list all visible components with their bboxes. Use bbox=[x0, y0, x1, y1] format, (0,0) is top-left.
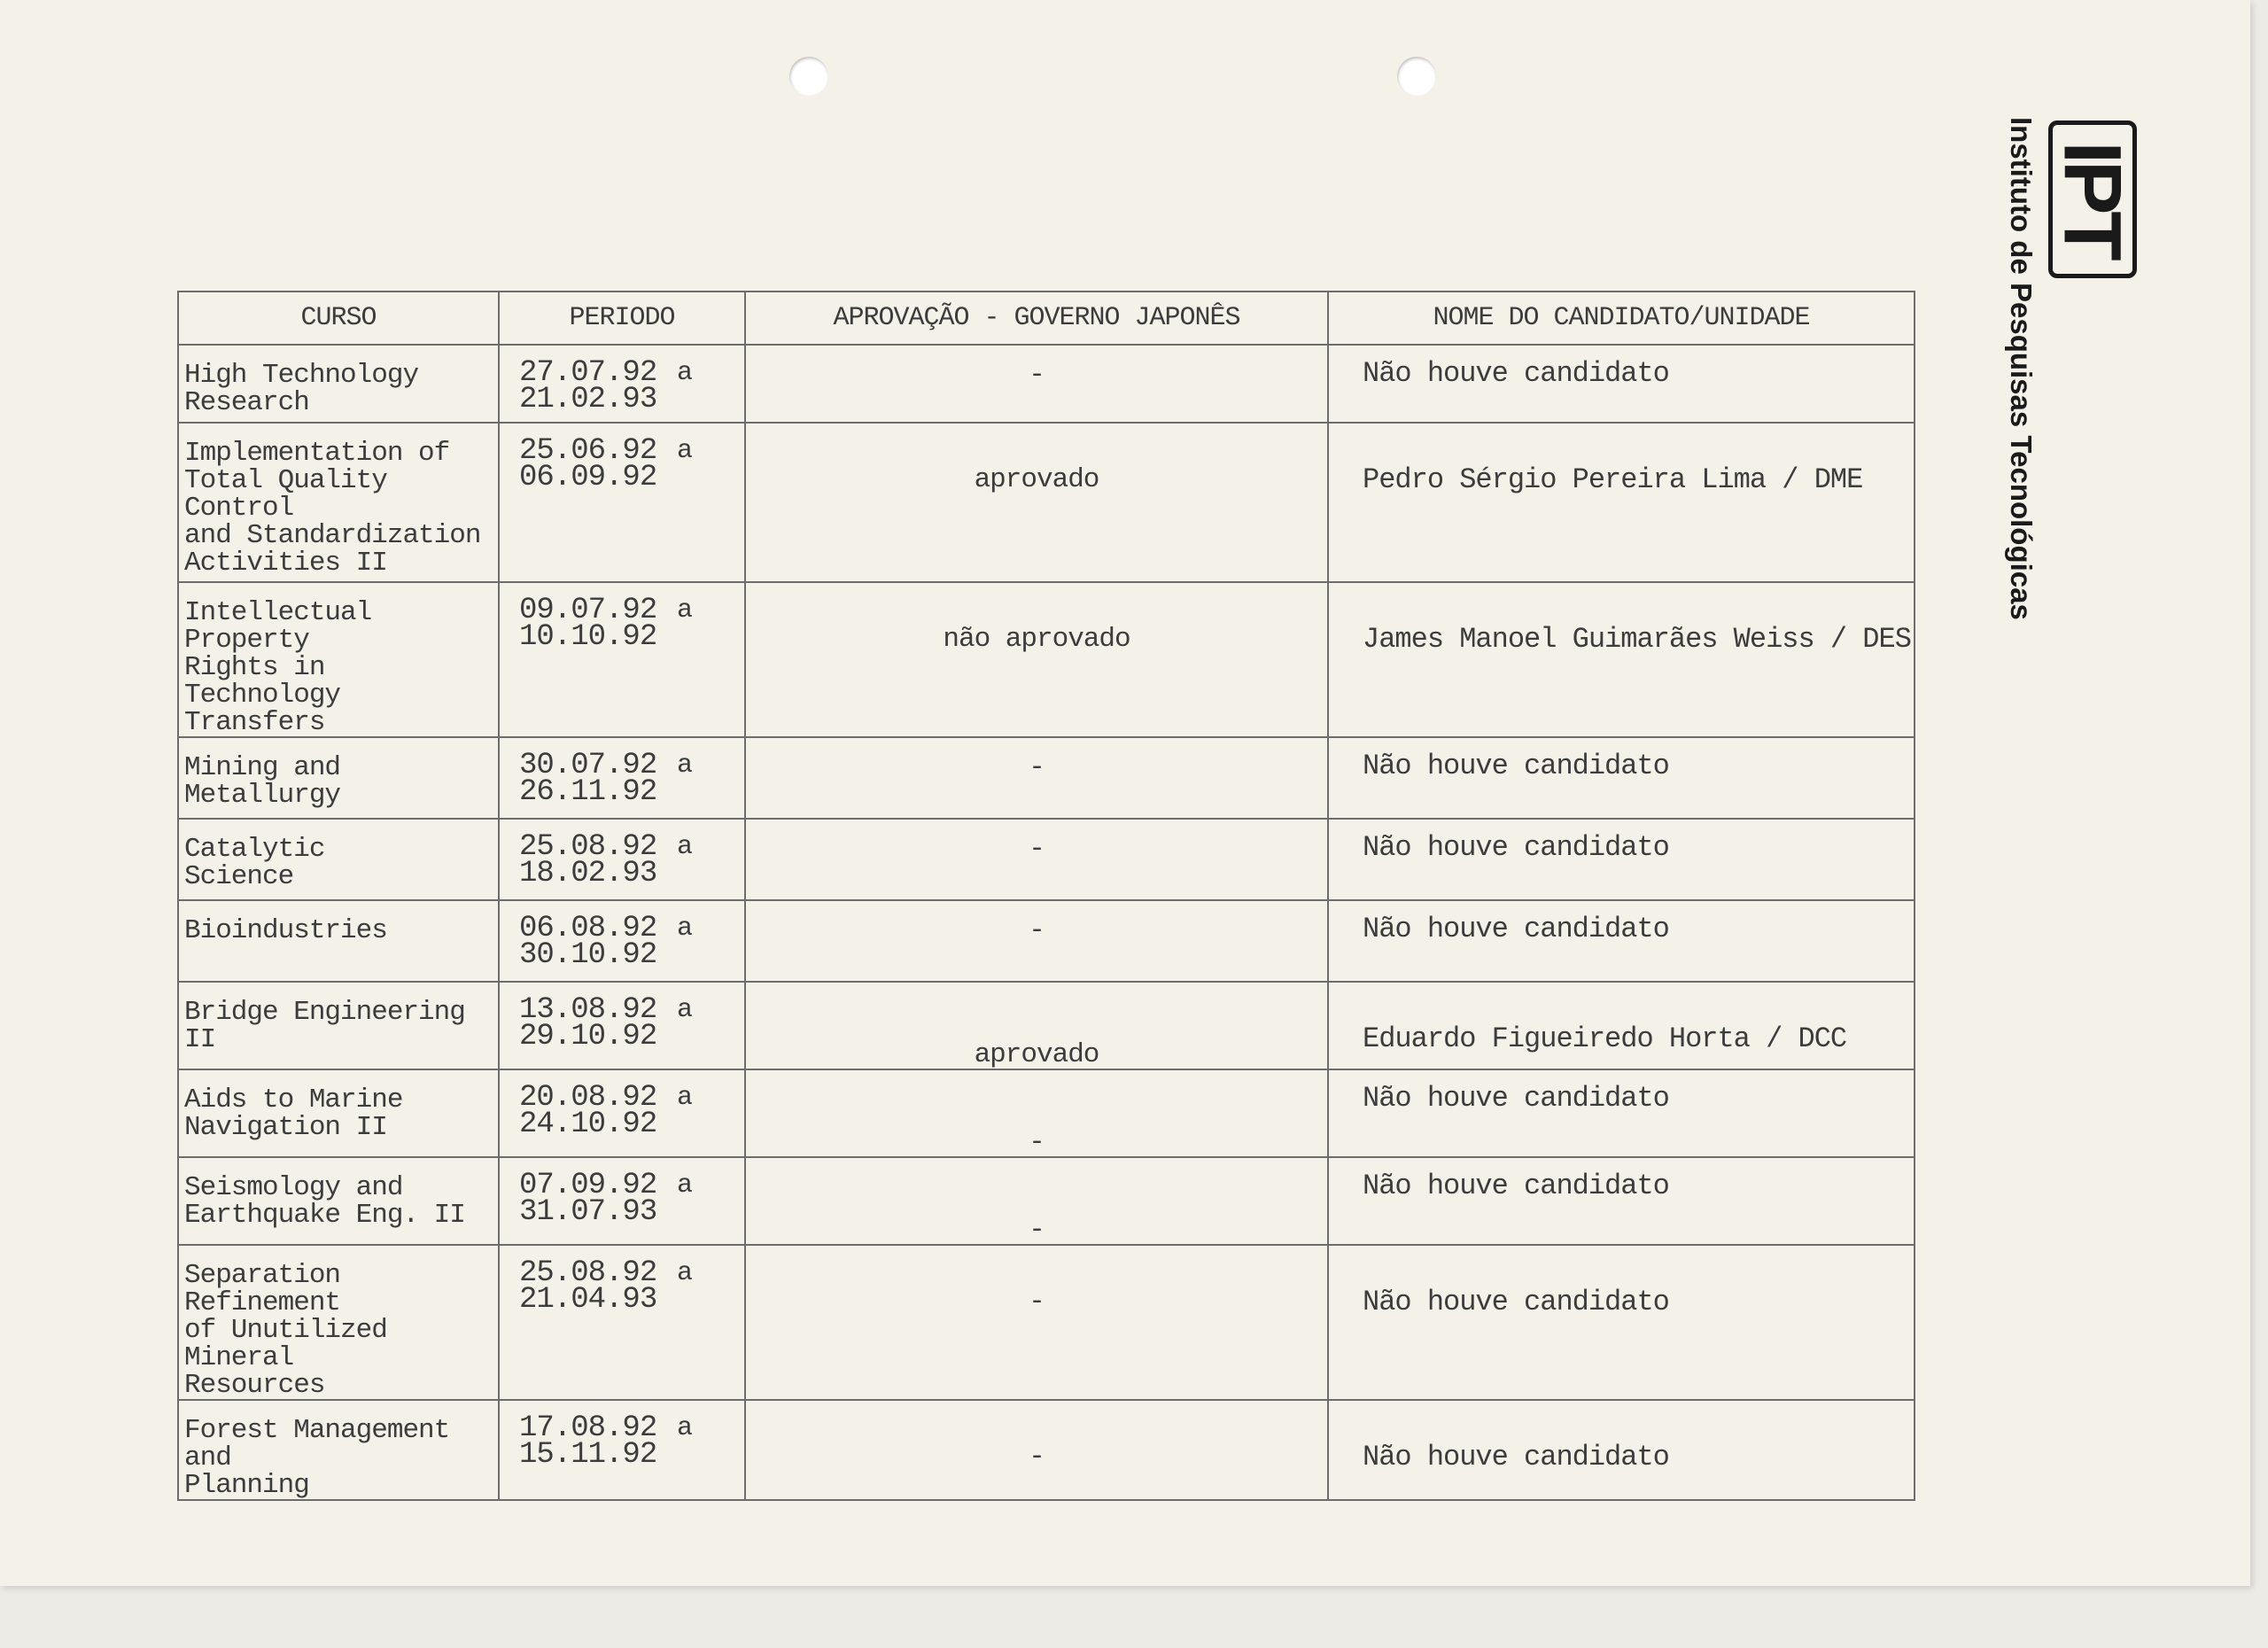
cell-periodo bbox=[499, 1069, 745, 1157]
cell-periodo bbox=[499, 1157, 745, 1245]
logo-text: IPT bbox=[2047, 141, 2138, 258]
period-end: 18.02.93 bbox=[519, 857, 657, 890]
cell-curso: High Technology Research bbox=[178, 345, 499, 423]
cell-nome: Não houve candidato bbox=[1328, 819, 1915, 900]
cell-periodo bbox=[499, 819, 745, 900]
period-separator: a bbox=[677, 1258, 693, 1288]
period-end: 15.11.92 bbox=[519, 1438, 657, 1472]
cell-curso: Implementation of Total Quality Control and Standardization Activities II bbox=[178, 423, 499, 582]
cell-nome: Não houve candidato bbox=[1328, 345, 1915, 423]
table-row bbox=[178, 1069, 1915, 1157]
table-row bbox=[178, 345, 1915, 423]
punch-hole bbox=[789, 57, 828, 96]
period-end: 31.07.93 bbox=[519, 1195, 657, 1229]
ipt-logo bbox=[2048, 120, 2137, 278]
cell-aprovacao: - bbox=[745, 737, 1328, 819]
period-separator: a bbox=[677, 595, 693, 626]
cell-curso: Bridge Engineering II bbox=[178, 982, 499, 1069]
period-separator: a bbox=[677, 1170, 693, 1201]
courses-table bbox=[177, 291, 1915, 1501]
period-start: 07.09.92 bbox=[519, 1169, 657, 1202]
period-end: 21.04.93 bbox=[519, 1283, 657, 1317]
table-row bbox=[178, 1245, 1915, 1400]
cell-periodo bbox=[499, 982, 745, 1069]
table-row bbox=[178, 1400, 1915, 1500]
cell-nome: Eduardo Figueiredo Horta / DCC bbox=[1328, 982, 1915, 1069]
cell-periodo bbox=[499, 900, 745, 982]
period-separator: a bbox=[677, 358, 693, 388]
cell-nome: Não houve candidato bbox=[1328, 900, 1915, 982]
period-separator: a bbox=[677, 436, 693, 466]
cell-curso: Aids to Marine Navigation II bbox=[178, 1069, 499, 1157]
period-end: 24.10.92 bbox=[519, 1108, 657, 1141]
cell-periodo bbox=[499, 423, 745, 582]
table-row bbox=[178, 819, 1915, 900]
period-start: 09.07.92 bbox=[519, 594, 657, 627]
table-row bbox=[178, 582, 1915, 737]
table-header-row bbox=[178, 292, 1915, 345]
period-end: 06.09.92 bbox=[519, 461, 657, 494]
period-start: 25.08.92 bbox=[519, 1256, 657, 1290]
period-separator: a bbox=[677, 832, 693, 862]
period-end: 30.10.92 bbox=[519, 938, 657, 972]
period-start: 27.07.92 bbox=[519, 356, 657, 390]
table-row bbox=[178, 423, 1915, 582]
header-aprovacao: APROVAÇÃO - GOVERNO JAPONÊS bbox=[745, 292, 1328, 345]
period-end: 26.11.92 bbox=[519, 775, 657, 809]
period-end: 10.10.92 bbox=[519, 620, 657, 654]
cell-aprovacao: - bbox=[745, 819, 1328, 900]
table-row bbox=[178, 1157, 1915, 1245]
cell-curso: Seismology and Earthquake Eng. II bbox=[178, 1157, 499, 1245]
cell-aprovacao: não aprovado bbox=[745, 582, 1328, 737]
header-curso: CURSO bbox=[178, 292, 499, 345]
cell-curso: Separation Refinement of Unutilized Mineral Resources bbox=[178, 1245, 499, 1400]
cell-aprovacao: - bbox=[745, 900, 1328, 982]
period-start: 06.08.92 bbox=[519, 912, 657, 945]
header-nome: NOME DO CANDIDATO/UNIDADE bbox=[1328, 292, 1915, 345]
table-row bbox=[178, 737, 1915, 819]
cell-curso: Catalytic Science bbox=[178, 819, 499, 900]
period-start: 17.08.92 bbox=[519, 1411, 657, 1445]
cell-aprovacao: - bbox=[745, 1400, 1328, 1500]
period-end: 21.02.93 bbox=[519, 383, 657, 416]
cell-periodo bbox=[499, 345, 745, 423]
period-start: 25.06.92 bbox=[519, 434, 657, 468]
institute-name bbox=[2004, 117, 2036, 719]
cell-nome: Não houve candidato bbox=[1328, 737, 1915, 819]
table-row bbox=[178, 982, 1915, 1069]
courses-table-wrapper bbox=[177, 291, 1914, 1501]
period-separator: a bbox=[677, 1083, 693, 1113]
institute-name-text: Instituto de Pesquisas Tecnológicas bbox=[2005, 117, 2038, 620]
cell-nome: Pedro Sérgio Pereira Lima / DME bbox=[1328, 423, 1915, 582]
cell-aprovacao: - bbox=[745, 1069, 1328, 1157]
cell-periodo bbox=[499, 582, 745, 737]
cell-nome: Não houve candidato bbox=[1328, 1069, 1915, 1157]
cell-aprovacao: - bbox=[745, 345, 1328, 423]
cell-periodo bbox=[499, 737, 745, 819]
header-periodo: PERIODO bbox=[499, 292, 745, 345]
cell-nome: Não houve candidato bbox=[1328, 1245, 1915, 1400]
cell-curso: Mining and Metallurgy bbox=[178, 737, 499, 819]
period-start: 13.08.92 bbox=[519, 993, 657, 1027]
cell-curso: Forest Management and Planning bbox=[178, 1400, 499, 1500]
period-separator: a bbox=[677, 913, 693, 944]
cell-periodo bbox=[499, 1400, 745, 1500]
cell-aprovacao: aprovado bbox=[745, 982, 1328, 1069]
cell-nome: Não houve candidato bbox=[1328, 1400, 1915, 1500]
cell-nome: James Manoel Guimarães Weiss / DES bbox=[1328, 582, 1915, 737]
period-end: 29.10.92 bbox=[519, 1020, 657, 1053]
period-separator: a bbox=[677, 750, 693, 781]
cell-periodo bbox=[499, 1245, 745, 1400]
cell-nome: Não houve candidato bbox=[1328, 1157, 1915, 1245]
period-start: 20.08.92 bbox=[519, 1081, 657, 1115]
period-start: 30.07.92 bbox=[519, 749, 657, 782]
period-separator: a bbox=[677, 1413, 693, 1443]
table-row bbox=[178, 900, 1915, 982]
period-separator: a bbox=[677, 995, 693, 1025]
cell-curso: Intellectual Property Rights in Technology Transfers bbox=[178, 582, 499, 737]
punch-hole bbox=[1397, 57, 1436, 96]
cell-aprovacao: - bbox=[745, 1245, 1328, 1400]
table-body bbox=[178, 345, 1915, 1500]
period-start: 25.08.92 bbox=[519, 830, 657, 864]
cell-aprovacao: - bbox=[745, 1157, 1328, 1245]
cell-aprovacao: aprovado bbox=[745, 423, 1328, 582]
cell-curso: Bioindustries bbox=[178, 900, 499, 982]
